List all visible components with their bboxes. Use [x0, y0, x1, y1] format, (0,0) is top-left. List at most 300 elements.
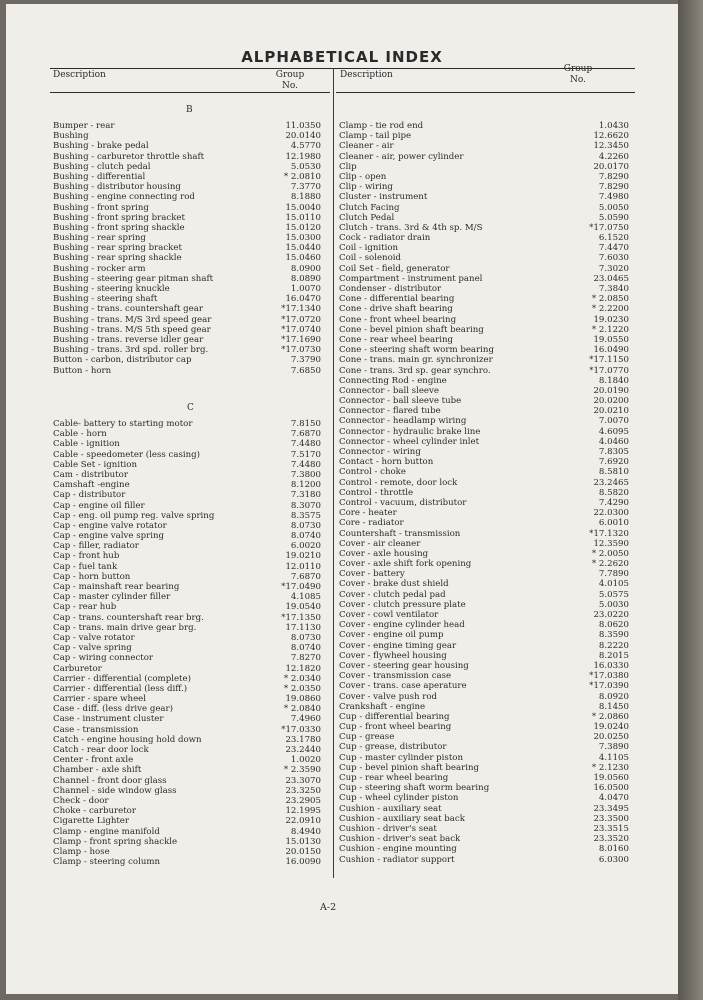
entry-group-number: 8.0740: [290, 643, 321, 654]
entry-description: Cup - grease: [339, 732, 395, 743]
index-entry: [53, 490, 321, 500]
entry-group-number: 12.3450: [593, 141, 629, 152]
entry-group-number: 23.3495: [593, 803, 629, 814]
index-entry: [53, 274, 321, 284]
index-entry: [53, 243, 321, 253]
entry-description: Cup - wheel cylinder piston: [339, 793, 459, 804]
entry-group-number: 7.8290: [598, 171, 629, 182]
entry-description: Clamp - front spring shackle: [53, 836, 178, 847]
entry-group-number: 5.0050: [598, 202, 629, 213]
index-entry: [53, 233, 321, 243]
index-entry: [339, 773, 629, 783]
index-entry: [339, 345, 629, 355]
index-entry: [53, 439, 321, 449]
index-entry: [339, 539, 629, 549]
entry-group-number: 8.0740: [290, 531, 321, 542]
entry-description: Cup - differential bearing: [339, 711, 450, 722]
entry-description: Carrier - differential (complete): [53, 673, 191, 684]
index-entry: [53, 847, 321, 857]
entry-group-number: 5.0530: [290, 161, 321, 172]
index-entry: [339, 141, 629, 151]
index-entry: [53, 141, 321, 151]
entry-description: Countershaft - transmission: [339, 528, 461, 539]
index-entry: [339, 274, 629, 284]
index-entry: [339, 355, 629, 365]
entry-group-number: 11.0350: [285, 121, 321, 131]
entry-group-number: 7.4470: [598, 243, 629, 254]
entry-description: Carburetor: [53, 663, 102, 674]
index-entry: [53, 725, 321, 735]
entry-description: Cluster - instrument: [339, 192, 428, 203]
index-entry: [339, 681, 629, 691]
index-entry: [339, 182, 629, 192]
entry-group-number: 4.1085: [290, 592, 321, 603]
entry-group-number: 8.3070: [290, 500, 321, 511]
entry-description: Cap - fuel tank: [53, 561, 118, 572]
index-entry: [339, 834, 629, 844]
index-entry: [339, 549, 629, 559]
entry-description: Bushing - rear spring: [53, 233, 146, 244]
entry-description: Cover - engine timing gear: [339, 640, 457, 651]
index-entry: [339, 457, 629, 467]
entry-description: Cone - front wheel bearing: [339, 314, 457, 325]
entry-description: Cone - trans. 3rd sp. gear synchro.: [339, 365, 491, 376]
index-entry: [339, 855, 629, 865]
entry-group-number: 4.6095: [598, 426, 629, 437]
entry-group-number: 6.1520: [598, 233, 629, 244]
index-entry: [339, 529, 629, 539]
entry-group-number: 15.0130: [285, 836, 321, 847]
entry-group-number: 7.6850: [290, 365, 321, 376]
entry-description: Cup - bevel pinion shaft bearing: [339, 762, 479, 773]
index-entry: [53, 429, 321, 439]
index-entry: [339, 264, 629, 274]
entry-group-number: 7.3790: [290, 355, 321, 366]
entry-group-number: 12.6620: [593, 131, 629, 142]
entry-group-number: 19.0550: [593, 334, 629, 345]
entry-description: Cover - axle housing: [339, 548, 429, 559]
entry-description: Case - transmission: [53, 724, 139, 735]
right-description-header: Description: [340, 70, 393, 80]
entry-group-number: 12.1980: [285, 151, 321, 162]
entry-group-number: * 2.0850: [591, 294, 629, 305]
entry-group-number: 8.2015: [598, 650, 629, 661]
entry-group-number: *17.1320: [589, 528, 629, 539]
entry-description: Bushing - front spring: [53, 202, 149, 213]
entry-group-number: 7.5170: [290, 449, 321, 460]
index-entry: [53, 837, 321, 847]
entry-group-number: 8.0890: [290, 273, 321, 284]
entry-group-number: 7.4290: [598, 497, 629, 508]
index-entry: [53, 816, 321, 826]
entry-description: Bushing - front spring bracket: [53, 212, 185, 223]
entry-description: Cable - horn: [53, 429, 107, 440]
entry-description: Connector - wiring: [339, 447, 421, 457]
index-entry: [53, 623, 321, 633]
index-entry: [53, 223, 321, 233]
entry-group-number: 1.0020: [290, 755, 321, 766]
index-entry: [339, 763, 629, 773]
index-entry: [339, 590, 629, 600]
entry-description: Cam - distributor: [53, 469, 128, 480]
entry-group-number: 7.4960: [290, 714, 321, 725]
entry-description: Cap - engine valve spring: [53, 531, 164, 542]
entry-description: Bushing - brake pedal: [53, 141, 149, 152]
entry-description: Coil - solenoid: [339, 253, 401, 264]
entry-group-number: * 2.0810: [283, 171, 321, 182]
index-entry: [53, 182, 321, 192]
entry-description: Cover - engine cylinder head: [339, 620, 465, 631]
entry-group-number: *17.0390: [589, 681, 629, 692]
entry-group-number: 19.0210: [285, 551, 321, 562]
index-entry: [339, 386, 629, 396]
entry-group-number: 19.0860: [285, 694, 321, 705]
index-entry: [339, 233, 629, 243]
entry-group-number: 19.0560: [593, 773, 629, 783]
entry-description: Cap - valve rotator: [53, 632, 135, 643]
entry-description: Coil Set - field, generator: [339, 263, 450, 274]
index-entry: [339, 315, 629, 325]
entry-group-number: 7.3770: [290, 182, 321, 193]
entry-description: Center - front axle: [53, 755, 134, 766]
index-entry: [339, 661, 629, 671]
entry-description: Cone - drive shaft bearing: [339, 304, 453, 315]
entry-description: Cushion - radiator support: [339, 854, 455, 865]
index-entry: [339, 732, 629, 742]
entry-description: Cup - master cylinder piston: [339, 752, 463, 763]
index-entry: [53, 521, 321, 531]
entry-group-number: 6.0300: [598, 854, 629, 865]
index-entry: [53, 786, 321, 796]
entry-group-number: 15.0300: [285, 233, 321, 244]
entry-group-number: 7.0070: [598, 416, 629, 427]
left-description-header: Description: [53, 70, 106, 80]
index-entry: [339, 162, 629, 172]
entry-description: Camshaft -engine: [53, 480, 130, 491]
page-number: A-2: [320, 902, 337, 913]
entry-group-number: 23.1780: [285, 734, 321, 745]
entry-description: Cap - trans. countershaft rear brg.: [53, 612, 204, 623]
index-entry: [53, 450, 321, 460]
index-entry: [53, 653, 321, 663]
entry-group-number: 7.4480: [290, 439, 321, 450]
index-entry: [339, 722, 629, 732]
right-group-header: Group No.: [563, 64, 593, 85]
entry-description: Cone - bevel pinion shaft bearing: [339, 324, 484, 335]
index-entry: [339, 498, 629, 508]
entry-group-number: 16.0330: [593, 660, 629, 671]
entry-group-number: * 2.0840: [283, 704, 321, 715]
entry-description: Carrier - spare wheel: [53, 694, 146, 705]
entry-group-number: 15.0440: [285, 243, 321, 254]
entry-group-number: 8.4940: [290, 826, 321, 837]
index-entry: [339, 742, 629, 752]
entry-description: Cap - horn button: [53, 571, 131, 582]
index-entry: [339, 579, 629, 589]
entry-group-number: 4.2260: [598, 151, 629, 162]
entry-group-number: 7.8270: [290, 653, 321, 664]
index-entry: [53, 531, 321, 541]
entry-group-number: 23.3250: [285, 785, 321, 796]
index-entry: [339, 620, 629, 630]
left-column-b-entries: [53, 121, 321, 376]
entry-description: Bushing - trans. M/S 5th speed gear: [53, 324, 211, 335]
entry-group-number: *17.0740: [281, 324, 321, 335]
entry-group-number: * 2.0050: [591, 548, 629, 559]
entry-description: Cap - trans. main drive gear brg.: [53, 622, 197, 633]
entry-group-number: 8.1840: [598, 375, 629, 386]
entry-description: Bushing - trans. 3rd spd. roller brg.: [53, 345, 209, 356]
entry-description: Cone - rear wheel bearing: [339, 334, 454, 345]
index-entry: [339, 335, 629, 345]
entry-group-number: 8.0920: [598, 691, 629, 702]
entry-group-number: 22.0910: [285, 816, 321, 827]
entry-group-number: 20.0190: [593, 385, 629, 396]
entry-group-number: *17.0380: [589, 671, 629, 682]
entry-description: Condenser - distributor: [339, 284, 442, 294]
entry-group-number: 12.3590: [593, 538, 629, 549]
entry-group-number: 5.0575: [598, 589, 629, 600]
entry-description: Control - choke: [339, 467, 406, 478]
entry-description: Cap - master cylinder filler: [53, 592, 171, 603]
entry-group-number: 23.2440: [285, 745, 321, 755]
entry-description: Channel - side window glass: [53, 785, 177, 796]
index-entry: [339, 630, 629, 640]
entry-group-number: 23.3070: [285, 775, 321, 786]
entry-description: Cleaner - air: [339, 141, 394, 152]
entry-description: Clutch Pedal: [339, 212, 395, 223]
index-entry: [339, 508, 629, 518]
entry-description: Bushing - steering gear pitman shaft: [53, 273, 214, 284]
entry-description: Compartment - instrument panel: [339, 273, 483, 284]
index-entry: [53, 755, 321, 765]
entry-description: Cap - mainshaft rear bearing: [53, 582, 180, 592]
index-entry: [53, 172, 321, 182]
index-entry: [53, 470, 321, 480]
index-entry: [53, 480, 321, 490]
entry-group-number: *17.0770: [589, 365, 629, 376]
index-entry: [53, 121, 321, 131]
index-page: [6, 4, 678, 994]
entry-group-number: 7.3840: [598, 284, 629, 294]
index-entry: [339, 427, 629, 437]
entry-group-number: 7.7890: [598, 569, 629, 580]
entry-description: Cap - filler, radiator: [53, 541, 139, 552]
index-entry: [339, 793, 629, 803]
index-entry: [53, 745, 321, 755]
entry-group-number: *17.1340: [281, 304, 321, 315]
index-entry: [339, 366, 629, 376]
entry-description: Channel - front door glass: [53, 775, 167, 786]
entry-group-number: 8.0620: [598, 620, 629, 631]
index-entry: [53, 602, 321, 612]
index-entry: [53, 796, 321, 806]
entry-description: Cup - front wheel bearing: [339, 722, 452, 733]
entry-group-number: 8.0160: [598, 844, 629, 855]
entry-description: Bushing - carburetor throttle shaft: [53, 151, 205, 162]
entry-group-number: *17.0750: [589, 222, 629, 233]
index-entry: [53, 582, 321, 592]
index-entry: [339, 569, 629, 579]
index-entry: [339, 253, 629, 263]
entry-description: Control - remote, door lock: [339, 477, 458, 488]
entry-group-number: 15.0040: [285, 202, 321, 213]
index-entry: [339, 172, 629, 182]
index-entry: [53, 264, 321, 274]
entry-description: Bushing - steering shaft: [53, 294, 158, 305]
entry-description: Cap - eng. oil pump reg. valve spring: [53, 510, 215, 521]
entry-description: Bushing - differential: [53, 171, 146, 182]
entry-group-number: 23.0465: [593, 273, 629, 284]
index-entry: [339, 641, 629, 651]
entry-description: Connector - ball sleeve: [339, 385, 439, 396]
index-entry: [53, 315, 321, 325]
entry-group-number: 8.5810: [598, 467, 629, 478]
entry-description: Bushing - front spring shackle: [53, 222, 185, 233]
index-entry: [339, 376, 629, 386]
index-entry: [53, 735, 321, 745]
entry-group-number: 23.2905: [285, 795, 321, 806]
entry-description: Cap - front hub: [53, 551, 120, 562]
entry-description: Choke - carburetor: [53, 806, 136, 817]
entry-group-number: 4.0470: [598, 793, 629, 804]
entry-group-number: *17.0490: [281, 582, 321, 592]
index-entry: [53, 643, 321, 653]
entry-description: Cone - steering shaft worm bearing: [339, 345, 494, 356]
entry-description: Core - radiator: [339, 518, 404, 529]
entry-group-number: 8.0730: [290, 632, 321, 643]
entry-description: Cap - rear hub: [53, 602, 117, 613]
index-entry: [53, 704, 321, 714]
index-entry: [53, 511, 321, 521]
entry-group-number: 12.1820: [285, 663, 321, 674]
index-entry: [339, 712, 629, 722]
entry-description: Bushing - trans. M/S 3rd speed gear: [53, 314, 212, 325]
entry-description: Cone - trans. main gr. synchronizer: [339, 355, 493, 366]
index-entry: [53, 460, 321, 470]
index-entry: [339, 783, 629, 793]
entry-group-number: *17.1150: [589, 355, 629, 366]
index-entry: [339, 671, 629, 681]
entry-description: Cover - flywheel housing: [339, 650, 447, 661]
entry-group-number: 8.1880: [290, 192, 321, 203]
index-entry: [53, 714, 321, 724]
entry-group-number: 7.3020: [598, 263, 629, 274]
entry-group-number: 8.3590: [598, 630, 629, 641]
entry-group-number: 6.0020: [290, 541, 321, 552]
index-entry: [339, 447, 629, 457]
entry-group-number: 6.0010: [598, 518, 629, 529]
entry-group-number: 7.4480: [290, 459, 321, 470]
index-entry: [53, 355, 321, 365]
entry-description: Cap - engine oil filler: [53, 500, 145, 511]
entry-group-number: 19.0540: [285, 602, 321, 613]
entry-group-number: * 2.0350: [283, 683, 321, 694]
entry-description: Cable Set - ignition: [53, 459, 138, 470]
index-entry: [339, 518, 629, 528]
entry-group-number: *17.0720: [281, 314, 321, 325]
entry-group-number: *17.1690: [281, 334, 321, 345]
entry-description: Cock - radiator drain: [339, 233, 431, 244]
index-entry: [53, 541, 321, 551]
entry-description: Control - throttle: [339, 487, 414, 498]
entry-description: Bushing - rocker arm: [53, 263, 146, 274]
entry-group-number: 7.6870: [290, 571, 321, 582]
entry-description: Cup - rear wheel bearing: [339, 773, 449, 783]
entry-group-number: 15.0110: [285, 212, 321, 223]
entry-group-number: 17.1130: [285, 622, 321, 633]
entry-description: Cover - axle shift fork opening: [339, 559, 472, 570]
entry-group-number: 5.0590: [598, 212, 629, 223]
entry-description: Cable - speedometer (less casing): [53, 449, 200, 460]
index-entry: [339, 284, 629, 294]
entry-description: Cover - battery: [339, 569, 405, 580]
column-divider: [333, 68, 334, 878]
right-header-bottom-rule: [336, 92, 635, 93]
entry-description: Case - diff. (less drive gear): [53, 704, 174, 715]
entry-description: Crankshaft - engine: [339, 701, 426, 712]
entry-description: Control - vacuum, distributor: [339, 497, 467, 508]
adjacent-page-edge: [678, 0, 703, 1000]
index-entry: [53, 294, 321, 304]
index-entry: [53, 345, 321, 355]
entry-group-number: 12.0110: [285, 561, 321, 572]
index-entry: [53, 304, 321, 314]
entry-group-number: 23.2465: [593, 477, 629, 488]
entry-description: Cap - valve spring: [53, 643, 132, 654]
entry-group-number: 5.0030: [598, 599, 629, 610]
index-entry: [53, 827, 321, 837]
index-entry: [53, 203, 321, 213]
entry-description: Core - heater: [339, 508, 397, 519]
entry-description: Bushing - engine connecting rod: [53, 192, 195, 203]
entry-group-number: 7.3180: [290, 490, 321, 501]
index-entry: [339, 294, 629, 304]
entry-group-number: 7.8150: [290, 419, 321, 429]
entry-group-number: 23.3500: [593, 813, 629, 824]
left-column-c-entries: [53, 419, 321, 867]
index-entry: [339, 804, 629, 814]
entry-group-number: * 2.0860: [591, 711, 629, 722]
entry-group-number: 8.5820: [598, 487, 629, 498]
entry-group-number: 20.0250: [593, 732, 629, 743]
entry-description: Connecting Rod - engine: [339, 375, 447, 386]
index-entry: [53, 284, 321, 294]
index-entry: [53, 335, 321, 345]
index-entry: [53, 592, 321, 602]
entry-group-number: 23.0220: [593, 610, 629, 620]
entry-description: Cushion - auxiliary seat: [339, 803, 442, 814]
entry-description: Cover - clutch pressure plate: [339, 599, 466, 610]
entry-group-number: 20.0150: [285, 846, 321, 857]
entry-description: Clutch Facing: [339, 202, 400, 213]
entry-description: Cone - differential bearing: [339, 294, 455, 305]
index-entry: [53, 572, 321, 582]
entry-description: Connector - headlamp wiring: [339, 416, 467, 427]
index-entry: [53, 806, 321, 816]
index-entry: [339, 844, 629, 854]
entry-description: Clamp - hose: [53, 846, 110, 857]
entry-group-number: 8.0730: [290, 520, 321, 531]
entry-description: Clutch - trans. 3rd & 4th sp. M/S: [339, 222, 483, 233]
entry-description: Cushion - engine mounting: [339, 844, 457, 855]
index-entry: [53, 664, 321, 674]
entry-description: Cable - ignition: [53, 439, 120, 450]
entry-group-number: * 2.2620: [591, 559, 629, 570]
entry-group-number: 7.3800: [290, 469, 321, 480]
entry-group-number: 19.0240: [593, 722, 629, 733]
index-entry: [339, 131, 629, 141]
